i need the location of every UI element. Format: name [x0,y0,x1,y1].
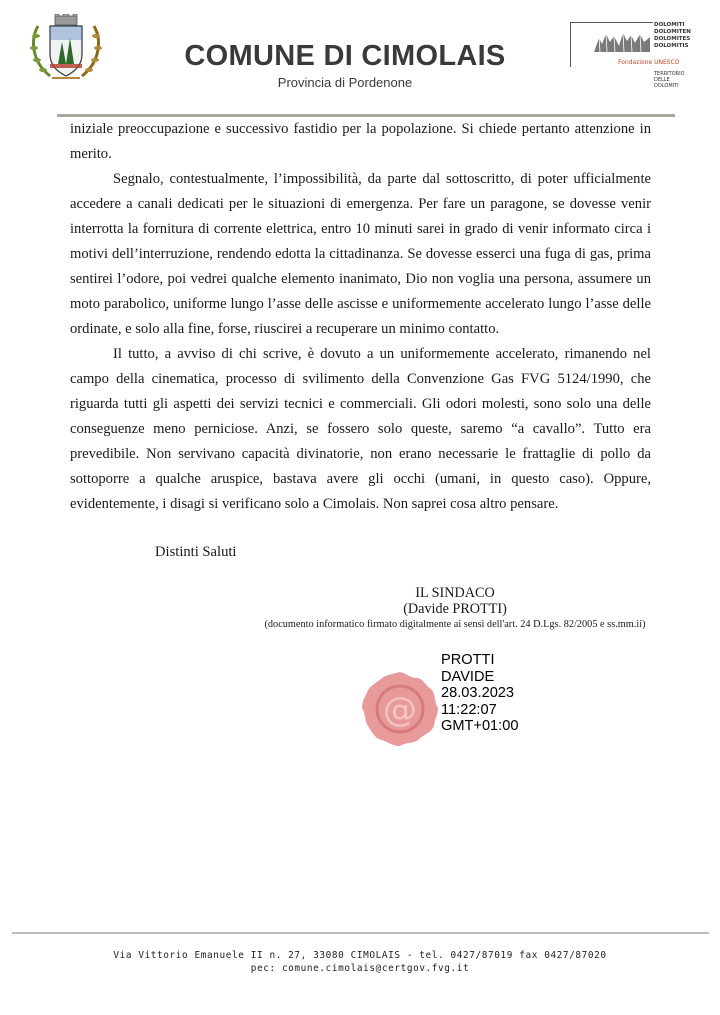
mountains-icon [594,30,650,52]
body-paragraph: Segnalo, contestualmente, l’impossibilità, da parte dal sottoscritto, di poter ufficialmente accedere a canali dedicati per le situazioni di emergenza. Per fare un paragone, se dovesse venir interrotta la fornitura di corrente elettrica, entro 10 minuti sarei in grado di venir informato circa i motivi dell’interruzione, rendendo edotta la cittadinanza. Se dovesse esserci una fuga di gas, prima sentirei l’odore, poi vedrei qualche elemento inanimato, Dio non voglia una persona, assumere un moto parabolico, uniforme lungo l’asse delle ascisse e uniformemente accelerato lungo l’asse delle ordinate, e solo alla fine, forse, riuscirei a recuperare un minimo contatto. [70,171,651,337]
signer-name: (Davide PROTTI) [403,601,507,617]
stamp-line: GMT+01:00 [441,718,519,734]
municipal-crest-icon [28,14,104,86]
signer-role: IL SINDACO [415,585,495,601]
digital-signature-note: (documento informatico firmato digitalmente ai sensi dell'art. 24 D.Lgs. 82/2005 e ss.mm.ii) [264,619,646,630]
logo-unesco-word: UNESCO [654,59,680,66]
stamp-line: PROTTI [441,652,495,668]
digital-signature-stamp [441,652,518,735]
logo-word: DOLOMITIS [654,43,689,49]
page-subtitle: Provincia di Pordenone [277,75,413,90]
wax-seal-icon [360,670,440,748]
logo-word: DELLE [654,77,670,83]
page-title: COMUNE DI CIMOLAIS [184,40,506,72]
logo-foundation-word: Fondazione [618,59,653,66]
svg-text:@: @ [383,690,417,730]
stamp-line: 11:22:07 [441,701,497,718]
logo-territory-words [654,71,688,89]
stamp-line: 28.03.2023 [441,685,515,701]
logo-word: DOLOMITES [654,36,691,42]
logo-word: TERRITORIO [654,71,685,77]
dolomiti-unesco-logo [570,22,691,90]
letter-body [70,117,651,517]
body-paragraph: Il tutto, a avviso di chi scrive, è dovuto a un uniformemente accelerato, rimanendo nel campo della cinematica, processo di svilimento della Convenzione Gas FVG 5124/1990, che riguarda tutti gli aspetti dei servizi tecnici e commerciali. Gli odori molesti, sono solo una delle conseguenze meno perniciose. Anzi, se fossero solo queste, saremo “a cavallo”. Tutto era prevedibile. Non servivano capacità divinatorie, non erano necessarie le frattaglie di pollo da sottoporre a qualche aruspice, bastava avere gli occhi (umani, in questo caso). Oppure, evidentemente, i disagi si verificano solo a Cimolais. Non saprei cosa altro pensare. [70,346,651,512]
footer-divider [12,932,709,934]
logo-word: DOLOMITI [654,22,685,28]
footer-pec: pec: comune.cimolais@certgov.fvg.it [250,963,470,974]
logo-word: DOLOMITEN [654,29,691,35]
logo-foundation [618,59,680,66]
closing-salutation: Distinti Saluti [155,544,237,560]
logo-word: DOLOMITI [654,83,679,89]
body-paragraph: iniziale preoccupazione e successivo fastidio per la popolazione. Si chiede pertanto attenzione in merito. [70,121,651,162]
logo-brand-words [654,22,691,50]
footer-address: Via Vittorio Emanuele II n. 27, 33080 CIMOLAIS - tel. 0427/87019 fax 0427/87020 [113,950,607,961]
stamp-line: DAVIDE [441,668,495,685]
